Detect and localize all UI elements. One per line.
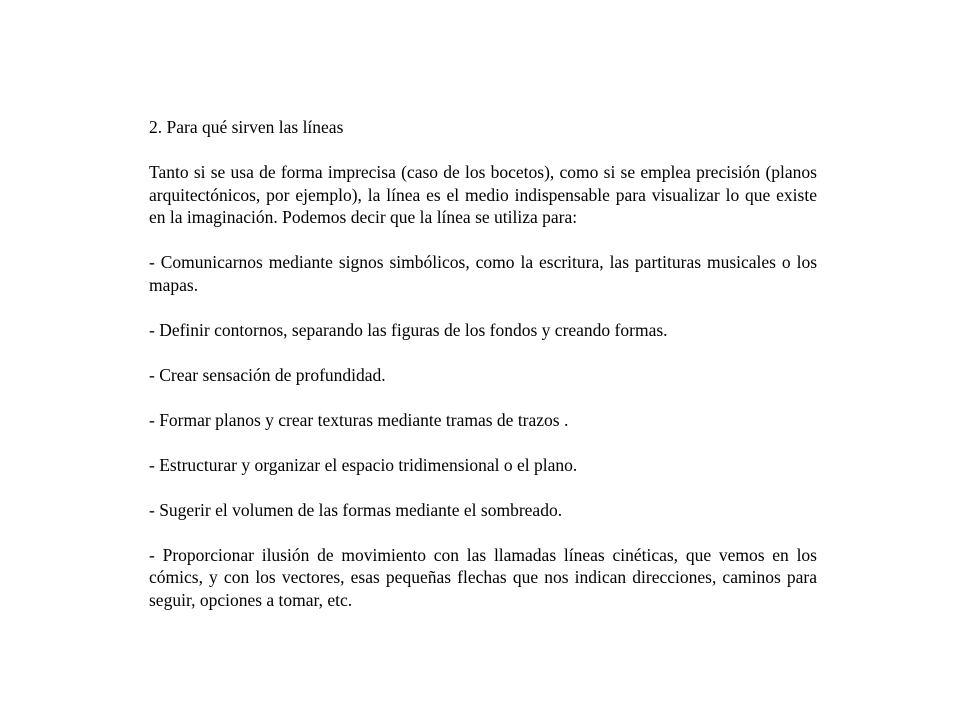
- list-item: - Crear sensación de profundidad.: [149, 364, 386, 385]
- list-item: - Formar planos y crear texturas mediante tramas de trazos .: [149, 409, 569, 430]
- list-item: - Comunicarnos mediante signos simbólicos, como la escritura, las partituras musicales o los mapas.: [149, 252, 817, 295]
- list-item: - Proporcionar ilusión de movimiento con las llamadas líneas cinéticas, que vemos en los cómics, y con los vectores, esas pequeñas flechas que nos indican direcciones, caminos para seguir, opciones a tomar, etc.: [149, 544, 817, 610]
- list-item: - Definir contornos, separando las figuras de los fondos y creando formas.: [149, 319, 668, 340]
- list-item: - Estructurar y organizar el espacio tridimensional o el plano.: [149, 454, 578, 475]
- section-heading: 2. Para qué sirven las líneas: [149, 117, 344, 137]
- text-block: [149, 116, 817, 611]
- intro-paragraph: Tanto si se usa de forma imprecisa (caso de los bocetos), como si se emplea precisión (planos arquitectónicos, por ejemplo), la línea es el medio indispensable para visualizar lo que existe en la imaginación. Podemos decir que la línea se utiliza para:: [149, 162, 817, 227]
- uses-list: [149, 251, 817, 611]
- list-item: - Sugerir el volumen de las formas mediante el sombreado.: [149, 499, 563, 520]
